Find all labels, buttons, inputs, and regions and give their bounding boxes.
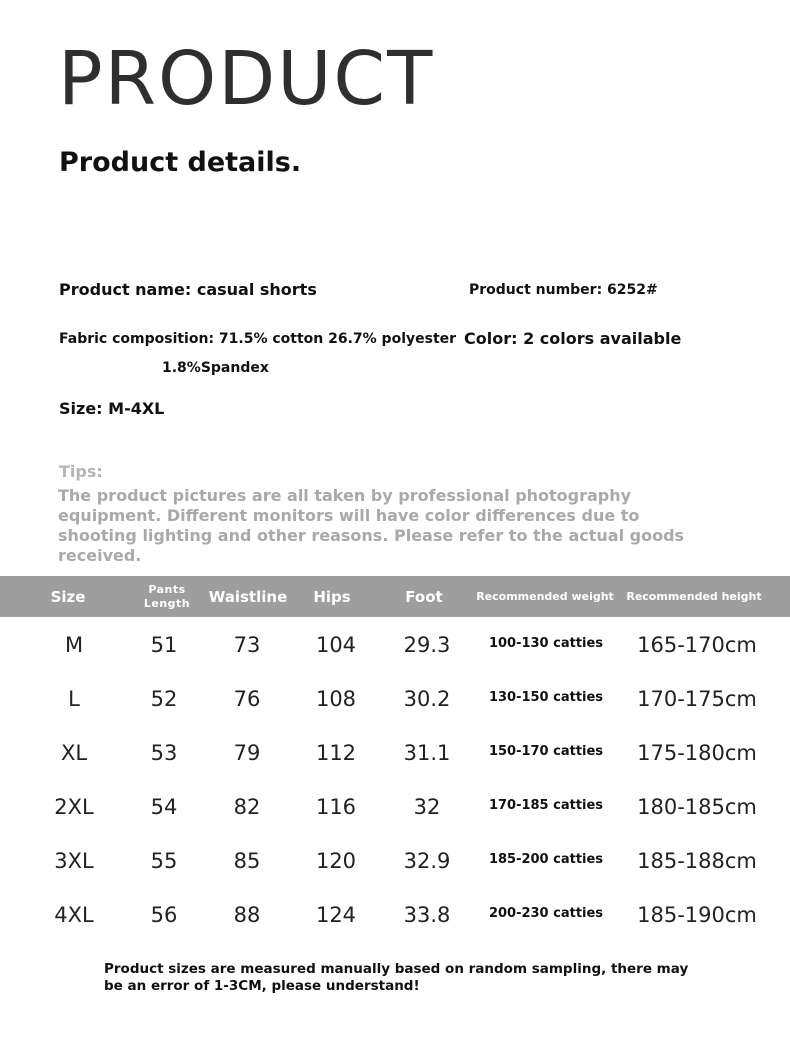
cell-hips: 104 — [315, 633, 357, 657]
header-waistline: Waistline — [208, 587, 288, 606]
cell-hips: 112 — [315, 741, 357, 765]
cell-size: 4XL — [54, 903, 94, 927]
cell-recommended-height: 180-185cm — [637, 795, 757, 819]
cell-foot: 32 — [413, 795, 441, 819]
cell-hips: 120 — [315, 849, 357, 873]
cell-foot: 32.9 — [403, 849, 451, 873]
cell-waistline: 79 — [233, 741, 261, 765]
tips-label: Tips: — [59, 462, 103, 481]
fabric-composition: Fabric composition: 71.5% cotton 26.7% polyester — [59, 331, 457, 347]
page-title: PRODUCT — [58, 36, 435, 122]
table-row — [0, 834, 790, 888]
cell-waistline: 88 — [233, 903, 261, 927]
cell-recommended-height: 165-170cm — [637, 633, 757, 657]
cell-recommended-weight: 200-230 catties — [488, 905, 604, 921]
header-pants-length: Pants Length — [143, 582, 191, 610]
cell-pants-length: 54 — [150, 795, 178, 819]
header-recommended-weight: Recommended weight — [476, 590, 614, 603]
table-row — [0, 726, 790, 780]
cell-size: 3XL — [54, 849, 94, 873]
table-row — [0, 618, 790, 672]
cell-recommended-weight: 150-170 catties — [488, 743, 604, 759]
cell-pants-length: 56 — [150, 903, 178, 927]
cell-foot: 29.3 — [403, 633, 451, 657]
size-range: Size: M-4XL — [59, 399, 165, 418]
cell-foot: 31.1 — [403, 741, 451, 765]
cell-recommended-weight: 100-130 catties — [488, 635, 604, 651]
cell-recommended-weight: 185-200 catties — [488, 851, 604, 867]
cell-recommended-weight: 130-150 catties — [488, 689, 604, 705]
cell-pants-length: 55 — [150, 849, 178, 873]
cell-foot: 33.8 — [403, 903, 451, 927]
cell-recommended-weight: 170-185 catties — [488, 797, 604, 813]
header-hips: Hips — [313, 587, 351, 606]
header-recommended-height: Recommended height — [626, 590, 762, 603]
cell-pants-length: 52 — [150, 687, 178, 711]
table-row — [0, 888, 790, 942]
fabric-composition-continued: 1.8%Spandex — [162, 360, 269, 376]
cell-foot: 30.2 — [403, 687, 451, 711]
header-size: Size — [50, 587, 86, 606]
table-row — [0, 672, 790, 726]
cell-waistline: 73 — [233, 633, 261, 657]
cell-waistline: 76 — [233, 687, 261, 711]
cell-size: XL — [60, 741, 88, 765]
color-info: Color: 2 colors available — [464, 329, 682, 348]
cell-recommended-height: 175-180cm — [637, 741, 757, 765]
cell-hips: 124 — [315, 903, 357, 927]
size-table-header — [0, 576, 790, 617]
cell-hips: 116 — [315, 795, 357, 819]
measurement-note: Product sizes are measured manually based on random sampling, there may be an error of 1-3CM, please understand! — [104, 961, 689, 994]
cell-size: L — [68, 687, 80, 711]
cell-size: 2XL — [54, 795, 94, 819]
cell-waistline: 82 — [233, 795, 261, 819]
table-row — [0, 780, 790, 834]
cell-waistline: 85 — [233, 849, 261, 873]
cell-size: M — [64, 633, 84, 657]
cell-recommended-height: 185-190cm — [637, 903, 757, 927]
cell-recommended-height: 170-175cm — [637, 687, 757, 711]
product-number: Product number: 6252# — [469, 282, 658, 298]
cell-pants-length: 53 — [150, 741, 178, 765]
tips-text: The product pictures are all taken by professional photography equipment. Different monitors will have color differences due to shooting lighting and other reasons. Please refer to the actual goods received. — [58, 486, 685, 565]
section-subtitle: Product details. — [59, 147, 302, 178]
header-foot: Foot — [405, 587, 443, 606]
cell-recommended-height: 185-188cm — [637, 849, 757, 873]
cell-hips: 108 — [315, 687, 357, 711]
product-name: Product name: casual shorts — [59, 280, 317, 299]
cell-pants-length: 51 — [150, 633, 178, 657]
